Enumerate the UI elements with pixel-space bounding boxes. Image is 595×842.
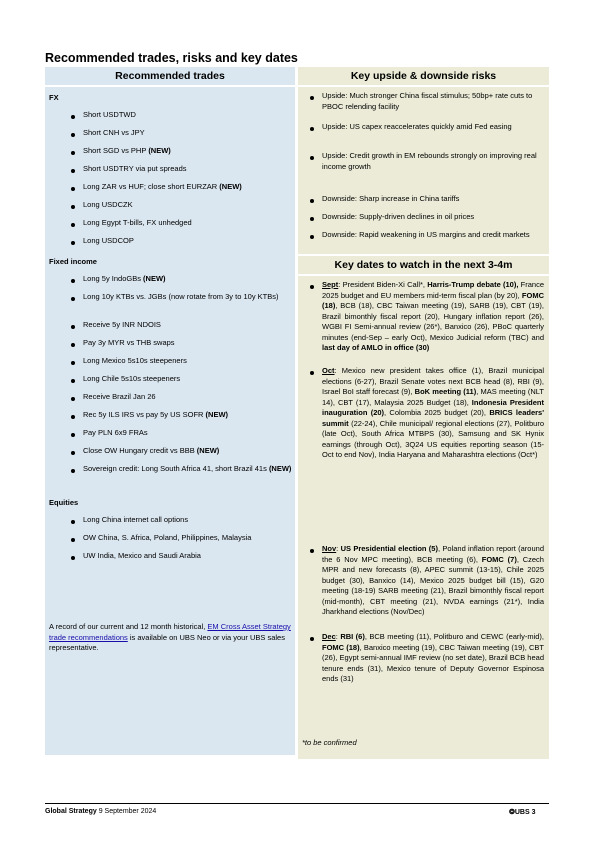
trade-text: Short CNH vs JPY bbox=[83, 128, 145, 137]
footnote: *to be confirmed bbox=[302, 738, 357, 747]
bullet-icon bbox=[310, 156, 314, 160]
recommended-trades-header: Recommended trades bbox=[45, 67, 295, 85]
new-tag: (NEW) bbox=[205, 410, 229, 419]
trade-text: Long 10y KTBs vs. JGBs (now rotate from 3y to 10y KTBs) bbox=[83, 292, 279, 301]
record-text-end: is available on UBS Neo or via your UBS sales representative. bbox=[49, 632, 285, 652]
trade-text: OW China, S. Africa, Poland, Philippines, Malaysia bbox=[83, 533, 252, 542]
risk-text: Downside: Supply-driven declines in oil prices bbox=[322, 212, 475, 221]
trade-text: Short USDTWD bbox=[83, 110, 136, 119]
bullet-icon bbox=[310, 127, 314, 131]
risks-header: Key upside & downside risks bbox=[298, 67, 549, 85]
date-highlight: BoK meeting (11) bbox=[414, 387, 477, 396]
bullet-icon bbox=[71, 279, 75, 283]
page-number: 3 bbox=[531, 809, 536, 816]
risk-text: Upside: US capex reaccelerates quickly amid Fed easing bbox=[322, 122, 512, 131]
date-highlight: Harris-Trump debate (10), bbox=[427, 280, 519, 289]
date-highlight: US Presidential election (5) bbox=[340, 544, 438, 553]
bullet-icon bbox=[71, 223, 75, 227]
trade-text: Long Egypt T-bills, FX unhedged bbox=[83, 218, 192, 227]
month-label: Nov bbox=[322, 544, 337, 553]
fixed-income-section-label: Fixed income bbox=[49, 257, 97, 266]
bullet-icon bbox=[71, 469, 75, 473]
date-text: , Poland inflation report (around the 6 Nov MPC meeting), BCB meeting (6), bbox=[322, 544, 544, 564]
date-text: , MAS meeting (NLT 14), CBT (17), Malaysia 2025 Budget (18), bbox=[322, 387, 545, 407]
bullet-icon bbox=[71, 241, 75, 245]
record-text: A record of our current and 12 month historical, bbox=[49, 622, 208, 631]
new-tag: (NEW) bbox=[268, 464, 292, 473]
date-highlight: last day of AMLO in office (30) bbox=[322, 343, 430, 352]
bullet-icon bbox=[71, 538, 75, 542]
date-highlight: FOMC (18) bbox=[322, 642, 360, 652]
footer-right bbox=[509, 808, 536, 816]
bullet-icon bbox=[71, 187, 75, 191]
bullet-icon bbox=[310, 637, 314, 641]
bullet-icon bbox=[310, 285, 314, 289]
trade-text: Receive Brazil Jan 26 bbox=[83, 392, 156, 401]
trade-text: Long ZAR vs HUF; close short EURZAR bbox=[83, 182, 220, 191]
trade-recommendations-link[interactable]: EM Cross Asset Strategy trade recommendations bbox=[49, 622, 291, 642]
bullet-icon bbox=[71, 379, 75, 383]
footer-date: 9 September 2024 bbox=[98, 808, 157, 815]
date-highlight: BRICS leaders' summit bbox=[322, 408, 544, 428]
trade-text: Long Chile 5s10s steepeners bbox=[83, 374, 181, 383]
ubs-logo: UBS bbox=[514, 809, 530, 816]
date-text: : President Biden-Xi Call*, bbox=[338, 280, 428, 289]
trade-text: Long USDCZK bbox=[83, 200, 133, 209]
bullet-icon bbox=[71, 520, 75, 524]
date-text: , Banxico meeting (19), CBC Taiwan meeting (19), CBT (26), Egypt semi-annual IMF review (no set date), Brazil BCB head tenure ends (31), Mexico tenure of Deputy Governor Espinosa ends (31) bbox=[322, 642, 544, 683]
bullet-icon bbox=[310, 96, 314, 100]
trade-text: Pay PLN 6x9 FRAs bbox=[83, 428, 148, 437]
key-dates-panel bbox=[298, 276, 549, 759]
bullet-icon bbox=[71, 297, 75, 301]
date-text: France 2025 budget and EU members mid-term fiscal plan (by 20), bbox=[322, 280, 544, 300]
bullet-icon bbox=[71, 397, 75, 401]
bullet-icon bbox=[71, 205, 75, 209]
new-tag: (NEW) bbox=[219, 182, 242, 191]
trade-record-note bbox=[49, 622, 294, 654]
footer-divider bbox=[45, 803, 549, 804]
date-text: (22-24), Chile municipal/ regional elections (27), Politburo (late Oct), South Africa MTBPS (30), Samsung and SK Hynix earnings (through Oct), 3Q24 US equities reporting season (15-Oct to end Nov), India Haryana and Maharashtra elections (Oct*) bbox=[322, 418, 544, 459]
date-text: , BCB meeting (11), Politburo and CEWC (early-mid), bbox=[364, 632, 545, 641]
risks-panel bbox=[298, 87, 549, 254]
trade-text: UW India, Mexico and Saudi Arabia bbox=[83, 551, 201, 560]
fx-section-label: FX bbox=[49, 93, 59, 102]
bullet-icon bbox=[71, 556, 75, 560]
risk-text: Downside: Rapid weakening in US margins and credit markets bbox=[322, 230, 530, 239]
date-highlight: FOMC (18) bbox=[322, 290, 544, 310]
trade-text: Short USDTRY via put spreads bbox=[83, 164, 187, 173]
page-title: Recommended trades, risks and key dates bbox=[45, 51, 298, 65]
risk-text: Upside: Much stronger China fiscal stimulus; 50bp+ rate cuts to PBOC relending facility bbox=[322, 91, 533, 111]
recommended-trades-panel bbox=[45, 87, 295, 755]
month-label: Dec bbox=[322, 632, 336, 641]
trade-text: Sovereign credit: Long South Africa 41, short Brazil 41s bbox=[83, 464, 269, 473]
date-text: , Czech MPR and new forecasts (8), APEC summit (13-15), Chile 2025 budget (30), Banxico (14), Mexico 2025 budget bill (15), G20 meeting (18-19) SARB meeting (21), Brazil bimonthly fiscal report (mid-month), CBT meeting (21), NVDA earnings (21*), India Jharkhand elections (Nov/Dec) bbox=[322, 554, 544, 616]
trade-text: Close OW Hungary credit vs BBB bbox=[83, 446, 197, 455]
bullet-icon bbox=[310, 235, 314, 239]
month-label: Oct bbox=[322, 366, 335, 375]
bullet-icon bbox=[310, 549, 314, 553]
new-tag: (NEW) bbox=[143, 274, 166, 283]
date-text: : Mexico new president takes office (1), Brazil municipal elections (6-27), Brazil Senate votes next BCB head (8), RBI (9), Israel BoI staff forecast (9), bbox=[322, 366, 544, 396]
trade-text: Long 5y IndoGBs bbox=[83, 274, 144, 283]
new-tag: (NEW) bbox=[196, 446, 220, 455]
footer-report-name: Global Strategy bbox=[45, 808, 97, 815]
bullet-icon bbox=[71, 133, 75, 137]
date-highlight: FOMC (7) bbox=[481, 554, 517, 564]
bullet-icon bbox=[310, 371, 314, 375]
month-label: Sept bbox=[322, 280, 339, 289]
bullet-icon bbox=[71, 433, 75, 437]
bullet-icon bbox=[71, 169, 75, 173]
bullet-icon bbox=[310, 199, 314, 203]
trade-text: Short SGD vs PHP bbox=[83, 146, 149, 155]
trade-text: Pay 3y MYR vs THB swaps bbox=[83, 338, 175, 347]
risk-text: Upside: Credit growth in EM rebounds strongly on improving real income growth bbox=[322, 151, 537, 171]
date-text: : bbox=[335, 632, 341, 641]
new-tag: (NEW) bbox=[148, 146, 171, 155]
date-text: , BCB (18), CBC Taiwan meeting (19), SARB (19), CBT (19), Brazil bimonthly fiscal report (20), Hungary inflation report (26), WGBI FI Semi-annual review (26*), Banxico (26), PBoC quarterly minutes (end-Sep – early Oct), Mexico Judicial reform (TBC) and bbox=[322, 301, 544, 342]
date-text: : bbox=[336, 544, 341, 553]
bullet-icon bbox=[71, 451, 75, 455]
date-text: , Colombia 2025 budget (20), bbox=[384, 408, 490, 417]
bullet-icon bbox=[71, 361, 75, 365]
trade-text: Long USDCOP bbox=[83, 236, 134, 245]
bullet-icon bbox=[71, 151, 75, 155]
bullet-icon bbox=[71, 415, 75, 419]
bullet-icon bbox=[310, 217, 314, 221]
risk-text: Downside: Sharp increase in China tariffs bbox=[322, 194, 460, 203]
trade-text: Long Mexico 5s10s steepeners bbox=[83, 356, 187, 365]
equities-section-label: Equities bbox=[49, 498, 79, 507]
ubs-keys-icon: ❂ bbox=[509, 809, 515, 816]
bullet-icon bbox=[71, 343, 75, 347]
trade-text: Rec 5y ILS IRS vs pay 5y US SOFR bbox=[83, 410, 206, 419]
footer-left bbox=[45, 808, 156, 815]
date-highlight: RBI (6) bbox=[340, 632, 365, 641]
date-highlight: Indonesia President inauguration (20) bbox=[322, 397, 544, 417]
bullet-icon bbox=[71, 115, 75, 119]
trade-text: Receive 5y INR NDOIS bbox=[83, 320, 161, 329]
key-dates-header: Key dates to watch in the next 3-4m bbox=[298, 256, 549, 274]
bullet-icon bbox=[71, 325, 75, 329]
trade-text: Long China internet call options bbox=[83, 515, 189, 524]
